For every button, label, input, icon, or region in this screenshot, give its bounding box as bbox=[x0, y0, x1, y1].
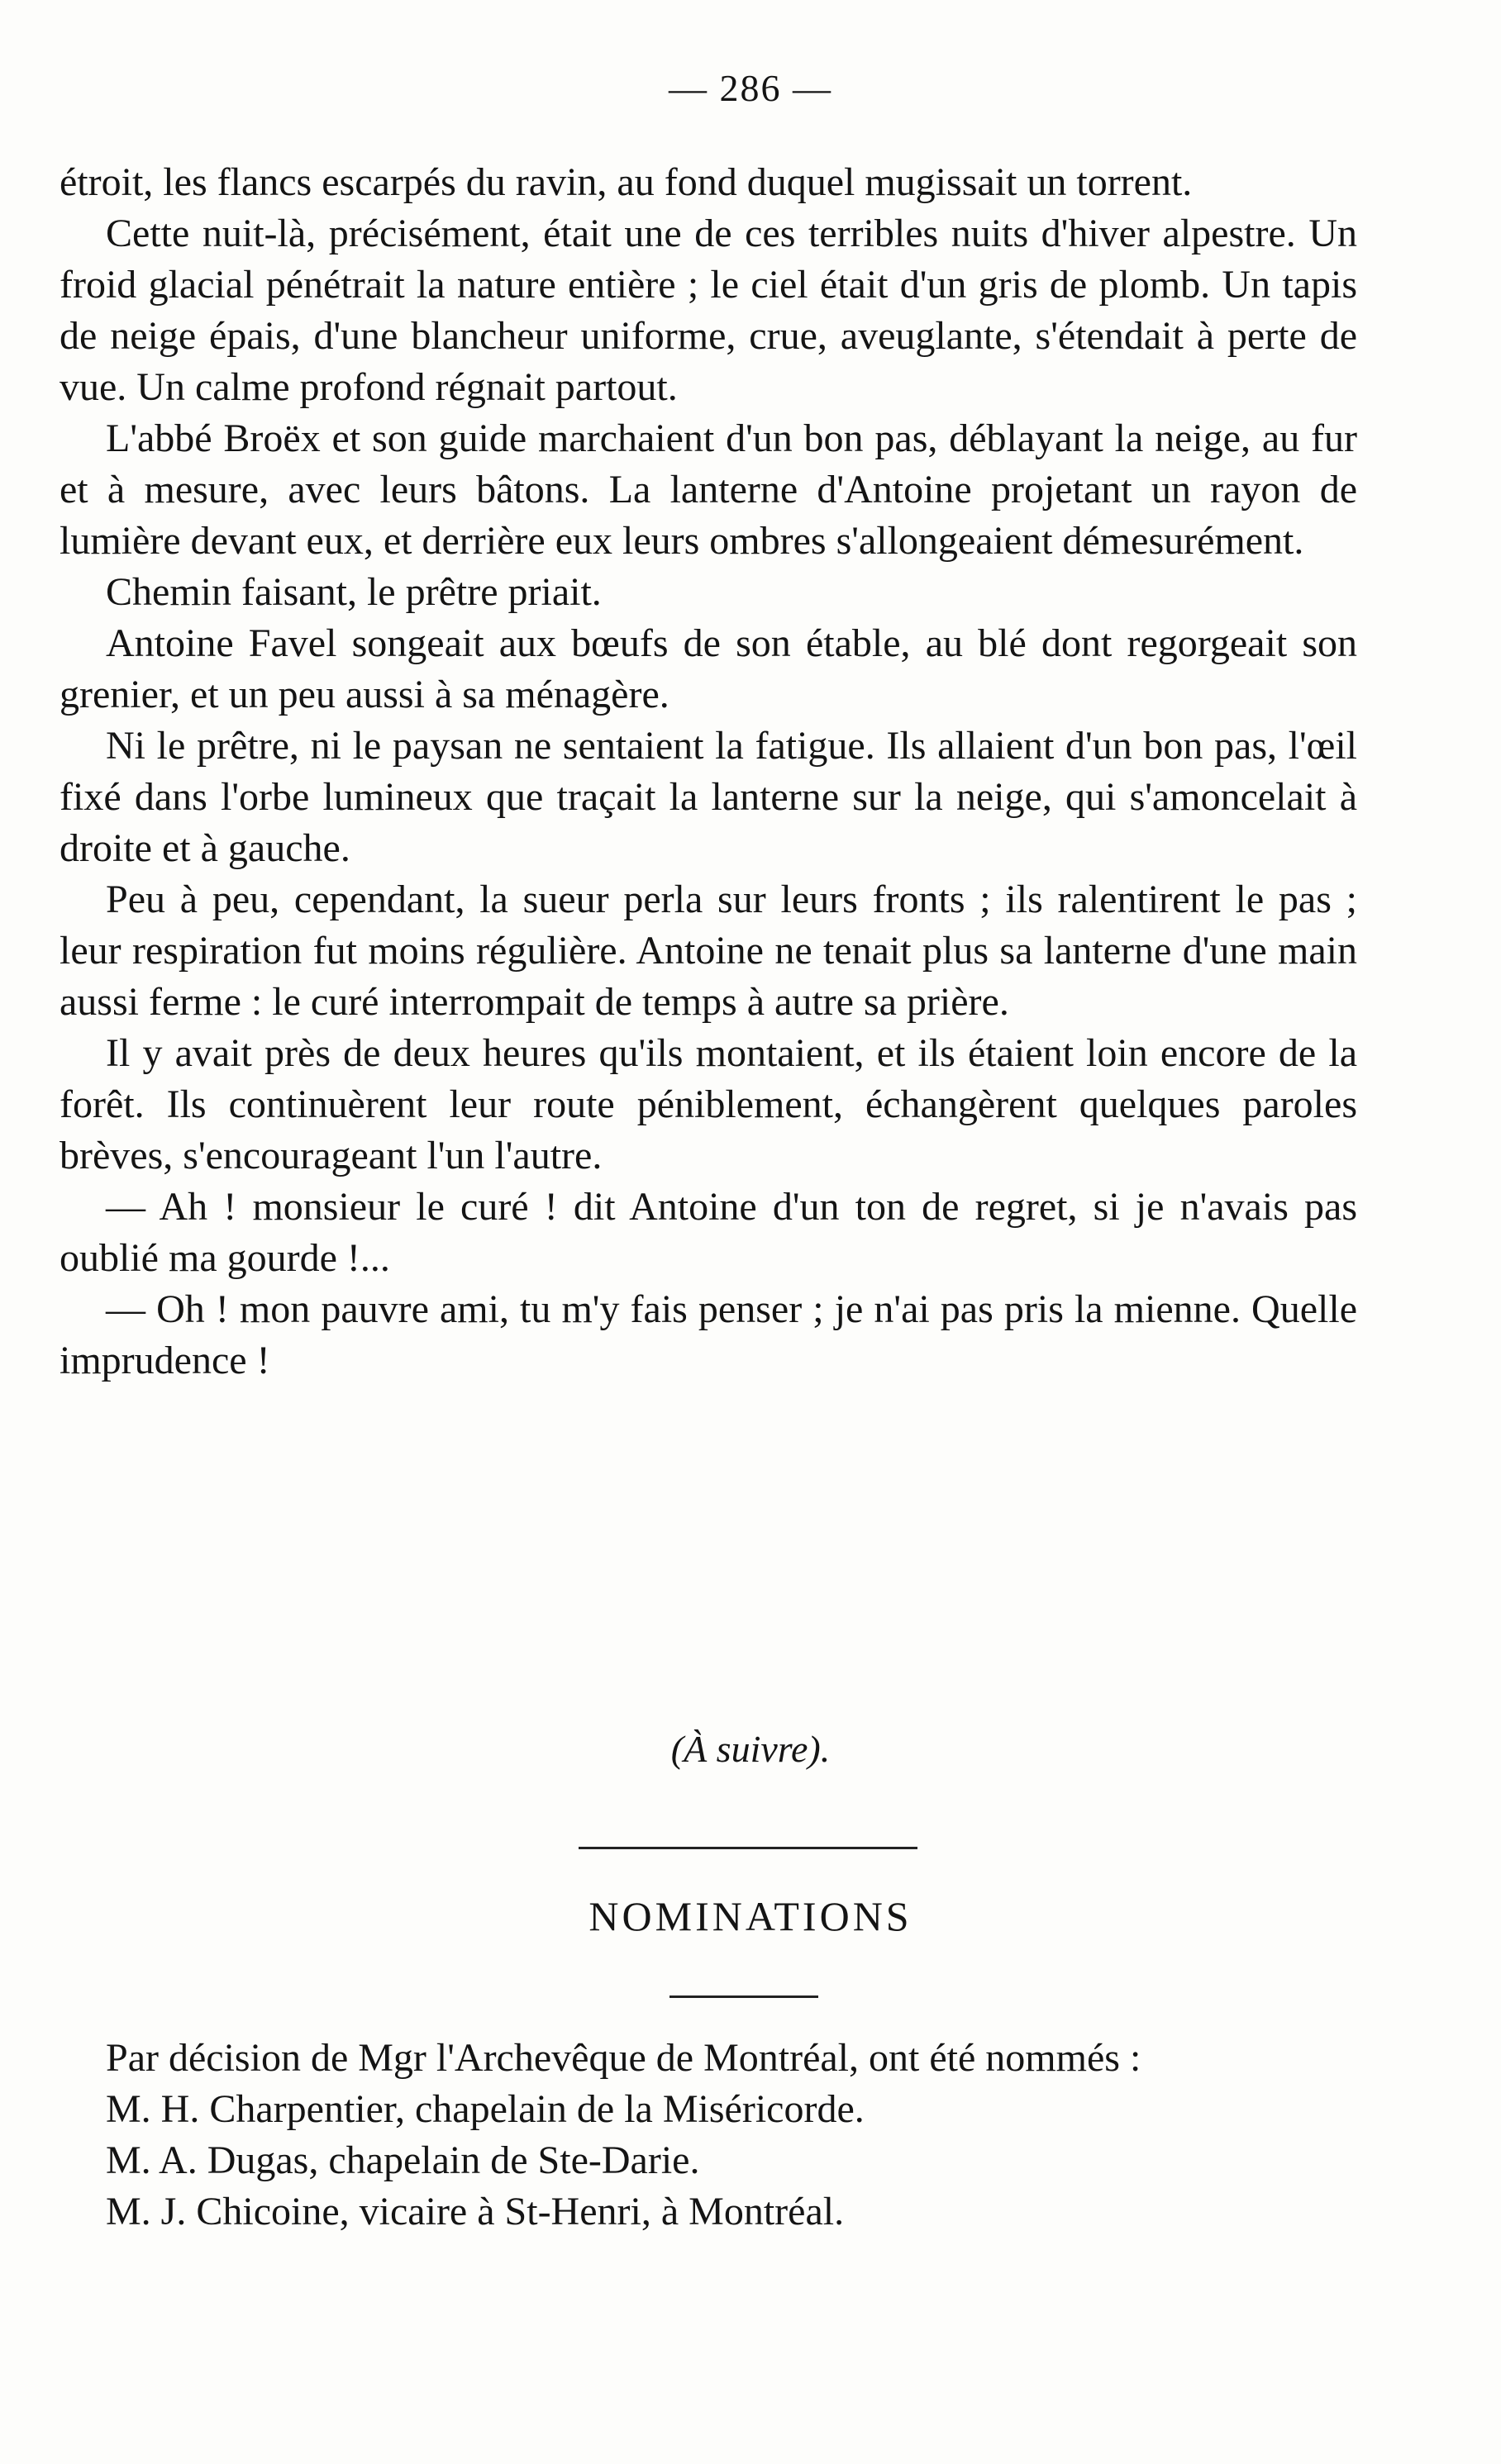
paragraph: Peu à peu, cependant, la sueur perla sur leurs fronts ; ils ralentirent le pas ; leur respiration fut moins régulière. Antoine ne tenait plus sa lanterne d'une main aussi ferme : le curé interrompait de temps à autre sa prière. bbox=[60, 878, 1357, 1024]
nominations-section bbox=[60, 2033, 1357, 2238]
paragraph: Il y avait près de deux heures qu'ils montaient, et ils étaient loin encore de la forêt. Ils continuèrent leur route péniblement, échangèrent quelques paroles brèves, s'encourageant l'un l'autre. bbox=[60, 1031, 1357, 1177]
paragraph: Ni le prêtre, ni le paysan ne sentaient la fatigue. Ils allaient d'un bon pas, l'œil fixé dans l'orbe lumineux que traçait la lanterne sur la neige, qui s'amoncelait à droite et à gauche. bbox=[60, 724, 1357, 870]
nominations-list bbox=[60, 2084, 1357, 2238]
paragraph: Chemin faisant, le prêtre priait. bbox=[106, 570, 602, 614]
paragraph: — Oh ! mon pauvre ami, tu m'y fais penser ; je n'ai pas pris la mienne. Quelle imprudence ! bbox=[60, 1287, 1357, 1382]
list-item: M. J. Chicoine, vicaire à St-Henri, à Montréal. bbox=[106, 2190, 845, 2233]
nominations-intro: Par décision de Mgr l'Archevêque de Montréal, ont été nommés : bbox=[106, 2036, 1141, 2080]
section-divider bbox=[579, 1847, 917, 1849]
to-be-continued-note: (À suivre). bbox=[670, 1728, 831, 1770]
section-title: NOMINATIONS bbox=[588, 1893, 913, 1939]
paragraph: Cette nuit-là, précisément, était une de ces terribles nuits d'hiver alpestre. Un froid glacial pénétrait la nature entière ; le ciel était d'un gris de plomb. Un tapis de neige épais, d'une blancheur uniforme, crue, aveuglante, s'étendait à perte de vue. Un calme profond régnait partout. bbox=[60, 212, 1357, 409]
page-number: — 286 — bbox=[669, 67, 832, 109]
paragraph: L'abbé Broëx et son guide marchaient d'un bon pas, déblayant la neige, au fur et à mesure, avec leurs bâtons. La lanterne d'Antoine projetant un rayon de lumière devant eux, et derrière eux leurs ombres s'allongeaient démesurément. bbox=[60, 416, 1357, 563]
title-underline bbox=[669, 1995, 818, 1998]
paragraph: Antoine Favel songeait aux bœufs de son étable, au blé dont regorgeait son grenier, et un peu aussi à sa ménagère. bbox=[60, 621, 1357, 716]
list-item: M. A. Dugas, chapelain de Ste-Darie. bbox=[106, 2138, 700, 2182]
story-text bbox=[60, 157, 1357, 1387]
paragraph: étroit, les flancs escarpés du ravin, au fond duquel mugissait un torrent. bbox=[60, 160, 1193, 204]
paragraph: — Ah ! monsieur le curé ! dit Antoine d'un ton de regret, si je n'avais pas oublié ma gourde !... bbox=[60, 1185, 1357, 1280]
list-item: M. H. Charpentier, chapelain de la Miséricorde. bbox=[106, 2087, 865, 2131]
